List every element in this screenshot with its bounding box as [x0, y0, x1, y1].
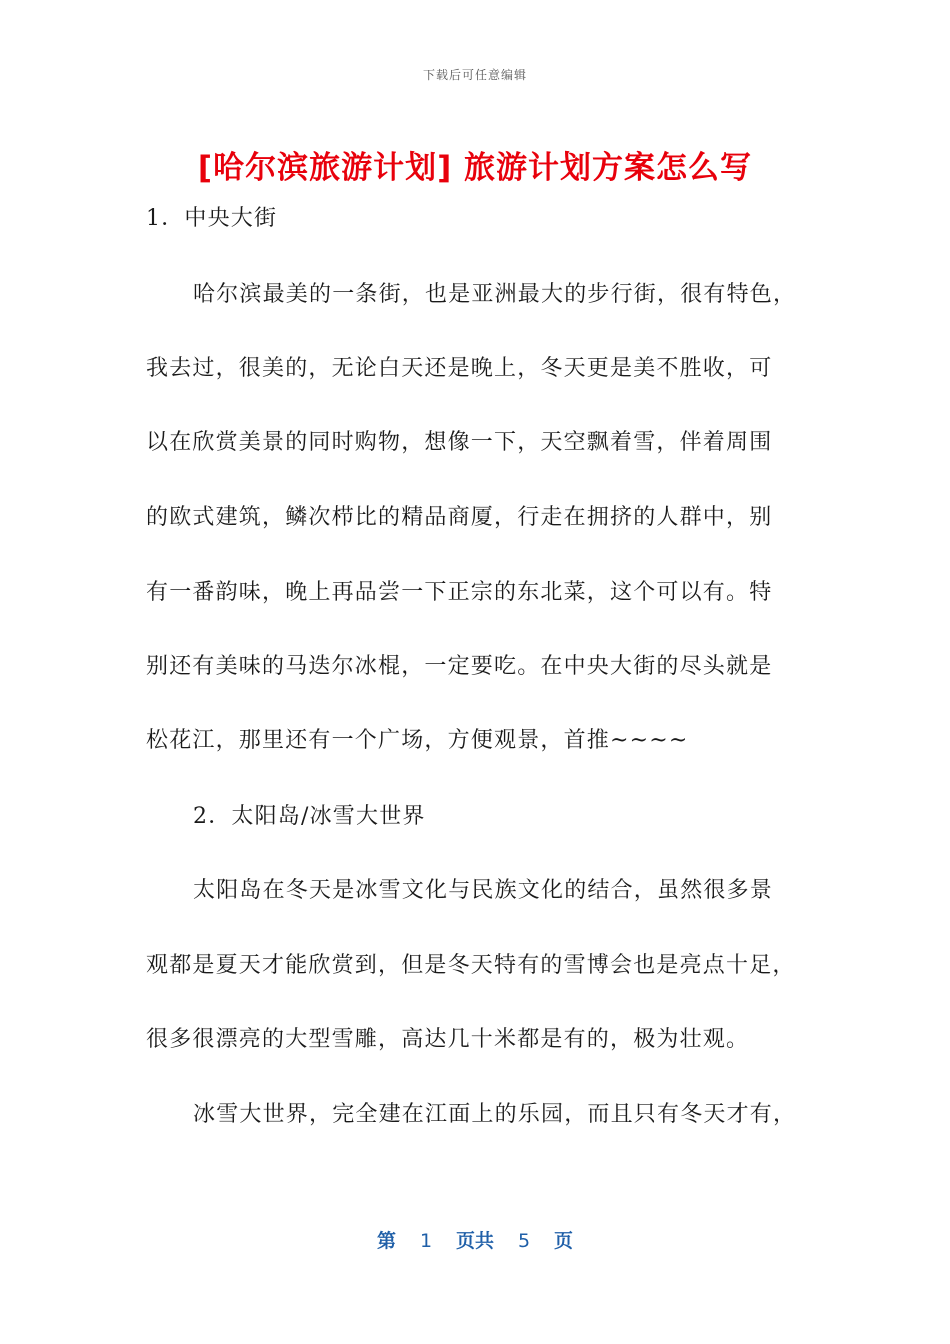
page-label-pre: 第: [376, 1230, 396, 1252]
section-heading-2: 2．太阳岛/冰雪大世界: [193, 804, 426, 829]
paragraph-line: 以在欣赏美景的同时购物，想像一下，天空飘着雪，伴着周围: [146, 430, 773, 455]
header-note: 下载后可任意编辑: [422, 68, 527, 82]
page-footer: [0, 1226, 950, 1253]
paragraph-line: 哈尔滨最美的一条街，也是亚洲最大的步行街，很有特色，: [193, 282, 797, 307]
paragraph-line: 太阳岛在冬天是冰雪文化与民族文化的结合，虽然很多景: [193, 878, 774, 903]
paragraph-line: 的欧式建筑，鳞次栉比的精品商厦，行走在拥挤的人群中，别: [146, 505, 773, 530]
paragraph-line: 观都是夏天才能欣赏到，但是冬天特有的雪博会也是亮点十足，: [146, 953, 796, 978]
page-label-post: 页: [554, 1230, 574, 1252]
paragraph-line: 别还有美味的马迭尔冰棍，一定要吃。在中央大街的尽头就是: [146, 654, 773, 679]
document-title: [哈尔滨旅游计划] 旅游计划方案怎么写: [197, 150, 753, 186]
page-label-mid: 页共: [455, 1230, 494, 1252]
paragraph-line: 冰雪大世界，完全建在江面上的乐园，而且只有冬天才有，: [193, 1102, 797, 1127]
page-total: 5: [517, 1230, 531, 1252]
paragraph-line: 我去过，很美的，无论白天还是晚上，冬天更是美不胜收，可: [146, 356, 773, 381]
page-current: 1: [419, 1230, 433, 1252]
paragraph-line: 有一番韵味，晚上再品尝一下正宗的东北菜，这个可以有。特: [146, 580, 773, 605]
section-heading-1: 1．中央大街: [146, 206, 278, 231]
paragraph-line: 很多很漂亮的大型雪雕，高达几十米都是有的，极为壮观。: [146, 1027, 750, 1052]
paragraph-line: 松花江，那里还有一个广场，方便观景，首推~~~~: [146, 728, 689, 753]
